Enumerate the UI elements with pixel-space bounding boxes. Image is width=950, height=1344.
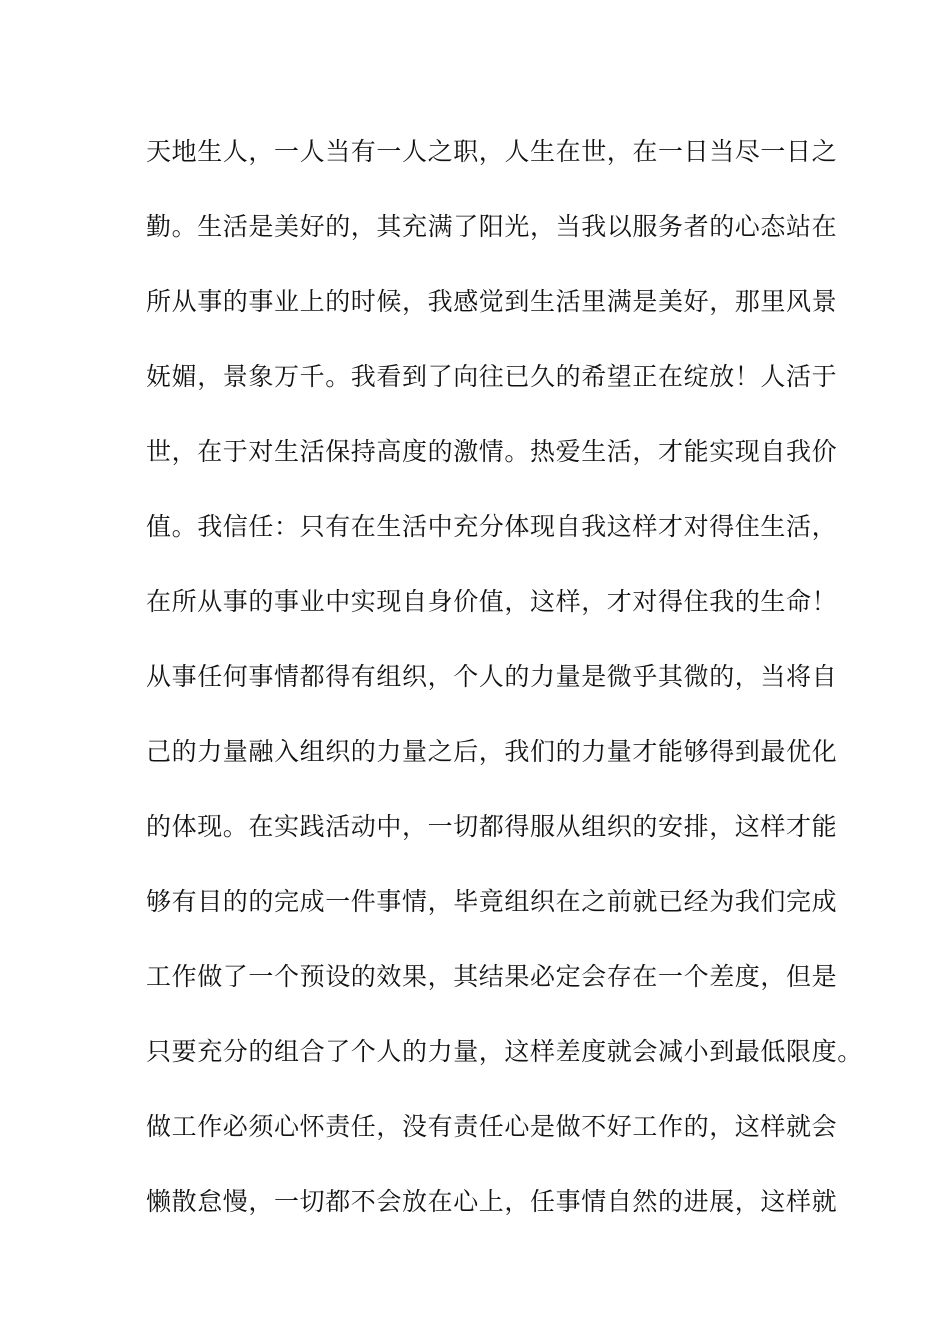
text-line: 勤。生活是美好的，其充满了阳光，当我以服务者的心态站在: [146, 212, 838, 241]
text-line: 工作做了一个预设的效果，其结果必定会存在一个差度，但是: [146, 962, 838, 991]
text-line: 值。我信任：只有在生活中充分体现自我这样才对得住生活，: [146, 512, 838, 541]
text-line: 己的力量融入组织的力量之后，我们的力量才能够得到最优化: [146, 737, 838, 766]
text-line: 世，在于对生活保持高度的激情。热爱生活，才能实现自我价: [146, 437, 838, 466]
text-line: 从事任何事情都得有组织，个人的力量是微乎其微的，当将自: [146, 662, 838, 691]
text-line: 只要充分的组合了个人的力量，这样差度就会减小到最低限度。: [146, 1037, 863, 1066]
text-line: 的体现。在实践活动中，一切都得服从组织的安排，这样才能: [146, 812, 838, 841]
text-line: 所从事的事业上的时候，我感觉到生活里满是美好，那里风景: [146, 287, 838, 316]
text-line: 够有目的的完成一件事情，毕竟组织在之前就已经为我们完成: [146, 887, 838, 916]
text-line: 做工作必须心怀责任，没有责任心是做不好工作的，这样就会: [146, 1112, 838, 1141]
text-line: 天地生人，一人当有一人之职，人生在世，在一日当尽一日之: [146, 137, 838, 166]
text-line: 懒散怠慢，一切都不会放在心上，任事情自然的进展，这样就: [146, 1187, 838, 1216]
text-line: 在所从事的事业中实现自身价值，这样，才对得住我的生命！: [146, 587, 838, 616]
text-line: 妩媚，景象万千。我看到了向往已久的希望正在绽放！人活于: [146, 362, 838, 391]
